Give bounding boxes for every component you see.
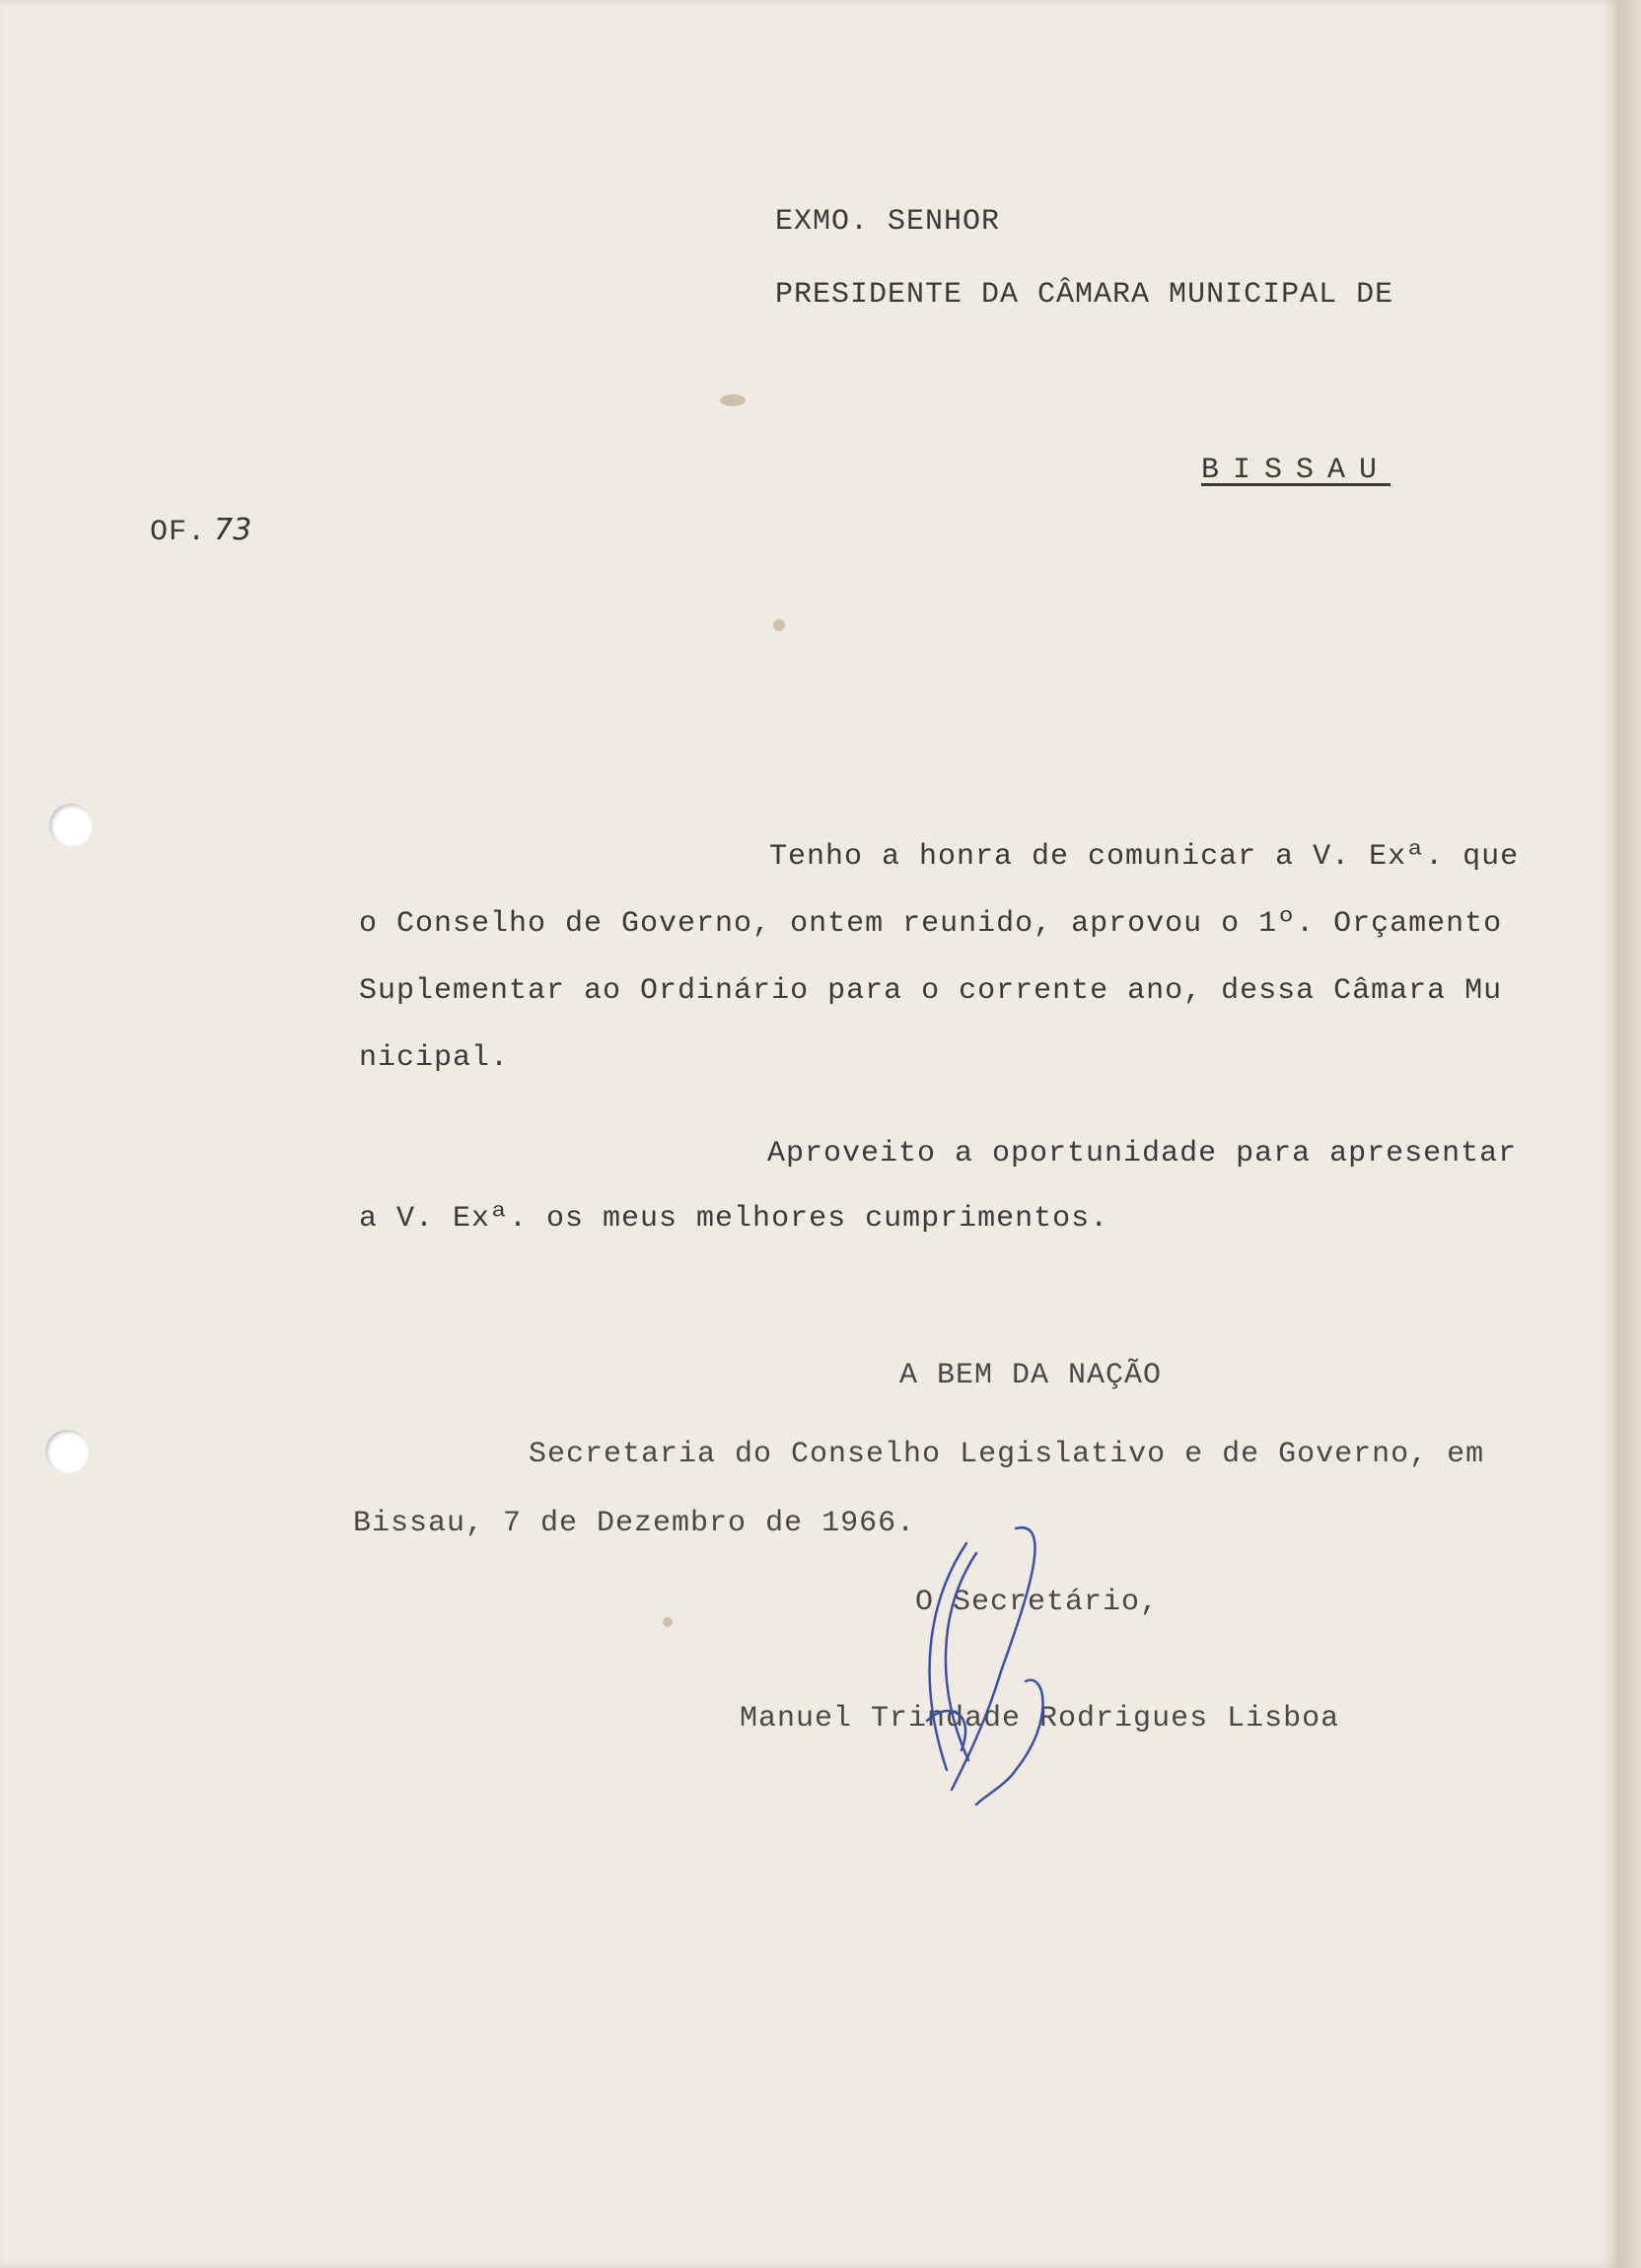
signatory-name: Manuel Trindade Rodrigues Lisboa [740, 1702, 1340, 1736]
punch-hole-top [49, 804, 93, 847]
paragraph1-line3: Suplementar ao Ordinário para o corrente ano, dessa Câmara Mu [359, 974, 1503, 1008]
page-edge [1617, 0, 1641, 2268]
addressee-line2: PRESIDENTE DA CÂMARA MUNICIPAL DE [775, 278, 1394, 312]
paragraph1-line1: Tenho a honra de comunicar a V. Exª. que [769, 840, 1520, 874]
stain [663, 1617, 673, 1627]
addressee-line1: EXMO. SENHOR [775, 205, 1001, 239]
paragraph2-line1: Aproveito a oportunidade para apresentar [767, 1137, 1518, 1170]
signatory-title: O Secretário, [915, 1586, 1160, 1619]
reference-label: OF. [150, 516, 207, 549]
reference-number [150, 513, 251, 549]
addressee-city: BISSAU [1201, 454, 1391, 487]
closing-motto: A BEM DA NAÇÃO [899, 1359, 1163, 1392]
reference-handwritten-number: 73 [214, 513, 252, 547]
handwritten-signature [907, 1524, 1075, 1809]
paragraph1-line4: nicipal. [359, 1041, 510, 1075]
closing-place-line2: Bissau, 7 de Dezembro de 1966. [353, 1507, 916, 1540]
paragraph2-line2: a V. Exª. os meus melhores cumprimentos. [359, 1202, 1109, 1236]
closing-place-line1: Secretaria do Conselho Legislativo e de Governo, em [529, 1438, 1485, 1471]
punch-hole-bottom [45, 1430, 89, 1473]
paragraph1-line2: o Conselho de Governo, ontem reunido, aprovou o 1º. Orçamento [359, 907, 1503, 941]
stain [720, 394, 746, 406]
stain [773, 619, 785, 631]
